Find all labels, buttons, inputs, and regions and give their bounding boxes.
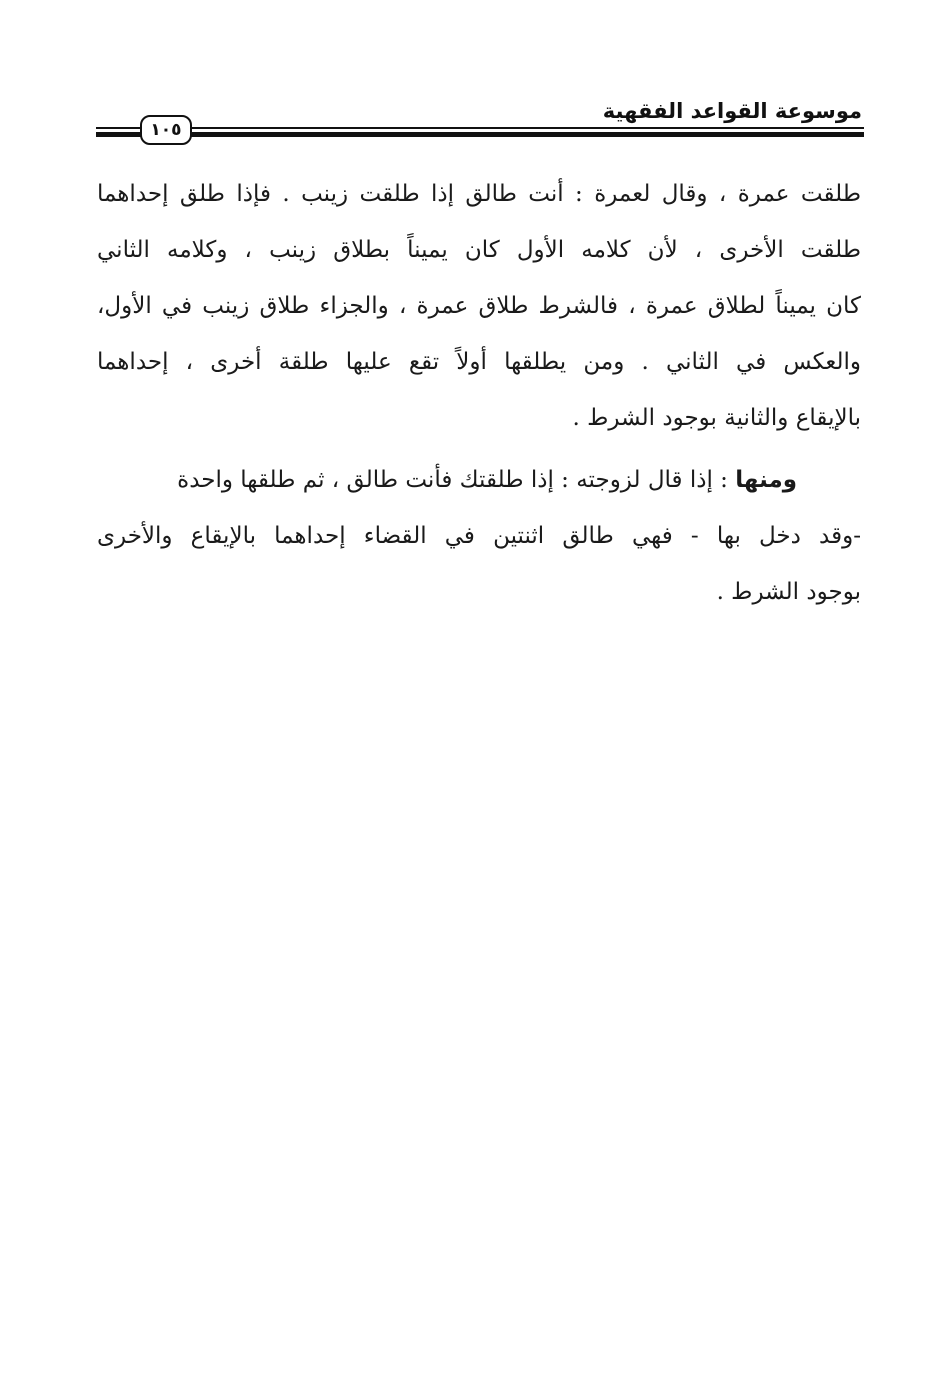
- body-text: [97, 166, 861, 620]
- text-line: والعكس في الثاني . ومن يطلقها أولاً تقع عليها طلقة أخرى ، إحداهما: [97, 349, 861, 375]
- header-rule-thick: [96, 132, 864, 137]
- text-line: طلقت عمرة ، وقال لعمرة : أنت طالق إذا طلقت زينب . فإذا طلق إحداهما: [97, 181, 861, 207]
- paragraph-1: [97, 166, 861, 446]
- paragraph-lead-word: ومنها: [735, 467, 797, 493]
- text-line: -وقد دخل بها - فهي طالق اثنتين في القضاء إحداهما بالإيقاع والأخرى: [97, 523, 861, 549]
- page-number-badge: ١٠٥: [140, 115, 192, 145]
- text-line: بالإيقاع والثانية بوجود الشرط .: [572, 405, 861, 431]
- text-line: كان يميناً لطلاق عمرة ، فالشرط طلاق عمرة ، والجزاء طلاق زينب في الأول،: [97, 293, 861, 319]
- book-title: موسوعة القواعد الفقهية: [602, 99, 862, 123]
- header-rule-thin: [96, 127, 864, 129]
- paragraph-2: [97, 452, 861, 620]
- page-header: [96, 96, 864, 156]
- text-line: بوجود الشرط .: [716, 579, 861, 605]
- text-line-rest: : إذا قال لزوجته : إذا طلقتك فأنت طالق ، ثم طلقها واحدة: [177, 467, 736, 493]
- text-line: طلقت الأخرى ، لأن كلامه الأول كان يميناً بطلاق زينب ، وكلامه الثاني: [97, 237, 861, 263]
- text-line: [97, 452, 861, 508]
